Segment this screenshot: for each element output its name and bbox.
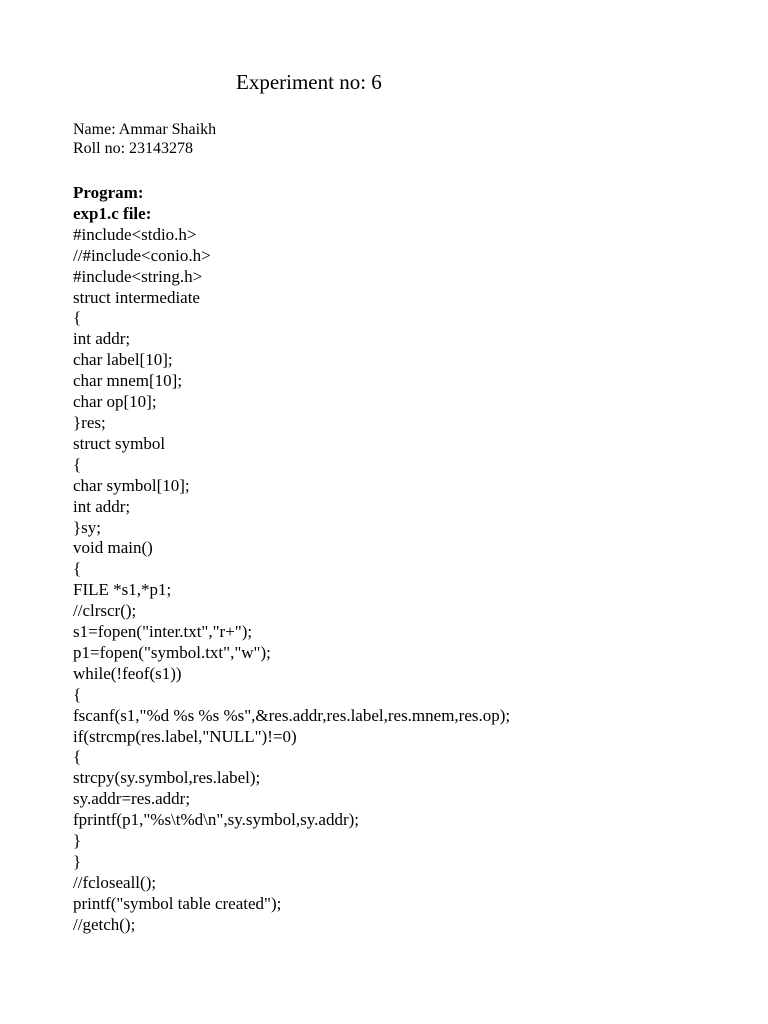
code-line: struct symbol [73, 433, 166, 453]
code-line: { [73, 454, 82, 474]
code-line: void main() [73, 538, 153, 558]
code-line: struct intermediate [73, 287, 200, 307]
program-heading: Program: [73, 183, 144, 202]
code-line: //getch(); [73, 914, 136, 934]
code-line: sy.addr=res.addr; [73, 789, 191, 809]
code-line: char mnem[10]; [73, 371, 183, 391]
student-info [73, 120, 216, 158]
code-line: #include<string.h> [73, 266, 203, 286]
code-line: fprintf(p1,"%s\t%d\n",sy.symbol,sy.addr); [73, 810, 360, 830]
code-line: while(!feof(s1)) [73, 663, 182, 683]
code-line: FILE *s1,*p1; [73, 580, 172, 600]
code-line: fscanf(s1,"%d %s %s %s",&res.addr,res.label,res.mnem,res.op); [73, 705, 511, 725]
code-line: strcpy(sy.symbol,res.label); [73, 768, 261, 788]
page-title: Experiment no: 6 [236, 70, 382, 94]
code-line: { [73, 684, 82, 704]
code-line: if(strcmp(res.label,"NULL")!=0) [73, 726, 297, 746]
code-line: s1=fopen("inter.txt","r+"); [73, 622, 253, 642]
code-line: //#include<conio.h> [73, 245, 211, 265]
program-section [73, 183, 510, 936]
code-line: { [73, 308, 82, 328]
code-line: char op[10]; [73, 392, 157, 412]
code-line: //fcloseall(); [73, 872, 157, 892]
code-line: p1=fopen("symbol.txt","w"); [73, 642, 271, 662]
code-line: { [73, 747, 82, 767]
code-line: }sy; [73, 517, 101, 537]
code-line: }res; [73, 412, 106, 432]
code-line: { [73, 559, 82, 579]
code-line: int addr; [73, 496, 131, 516]
code-line: char symbol[10]; [73, 475, 190, 495]
code-line: char label[10]; [73, 350, 173, 370]
code-line: } [73, 831, 82, 851]
code-line: printf("symbol table created"); [73, 893, 282, 913]
code-block [73, 225, 510, 936]
code-line: } [73, 852, 82, 871]
file-heading: exp1.c file: [73, 203, 152, 223]
student-name: Name: Ammar Shaikh [73, 121, 217, 138]
code-line: //clrscr(); [73, 601, 137, 621]
code-line: #include<stdio.h> [73, 224, 197, 244]
roll-number: Roll no: 23143278 [73, 140, 194, 157]
code-line: int addr; [73, 329, 131, 349]
